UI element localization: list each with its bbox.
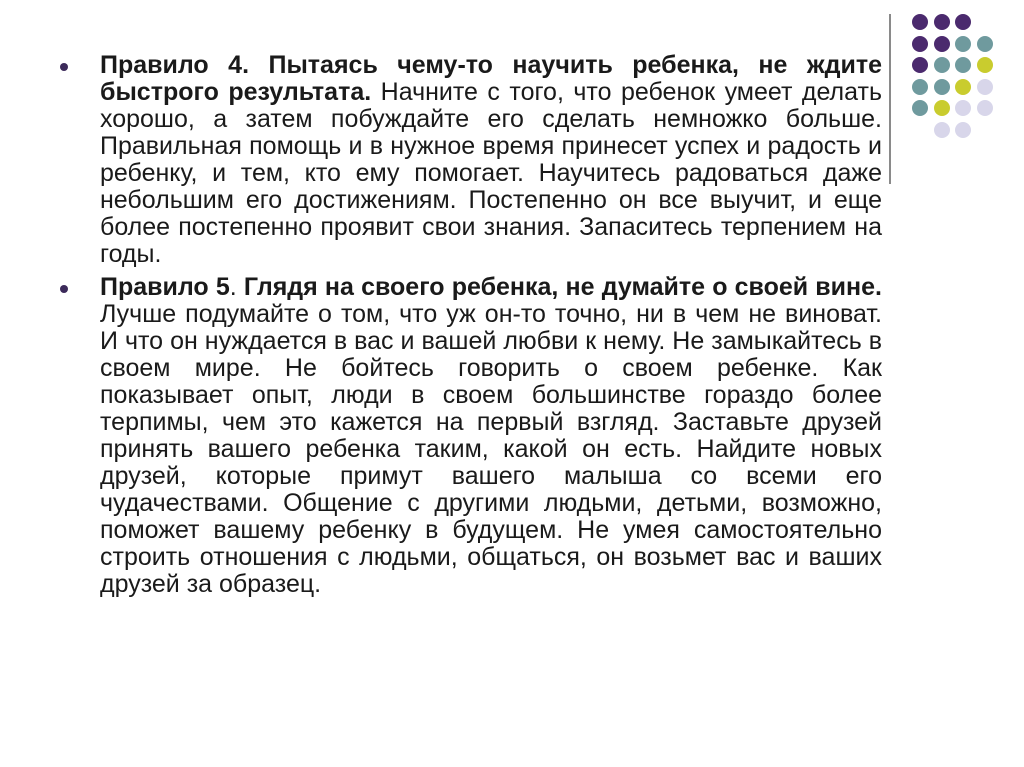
rule-4-item [60,52,882,268]
decorative-dot [912,100,928,116]
rule-5-title: Глядя на своего ребенка, не думайте о своей вине. [236,273,882,301]
rule-4-text [100,52,882,268]
decorative-dot [977,57,993,73]
decorative-dot [955,100,971,116]
rule-5-body: Лучше подумайте о том, что уж он-то точно, ни в чем не виноват. И что он нуждается в вас и вашей любви к нему. Не замыкайтесь в своем мире. Не бойтесь говорить о своем ребенке. Как показывает опыт, люди в своем большинстве гораздо более терпимы, чем это кажется на первый взгляд. Заставьте друзей принять вашего ребенка таким, какой он есть. Найдите новых друзей, которые примут вашего малыша со всеми его чудачествами. Общение с другими людьми, детьми, возможно, поможет вашему ребенку в будущем. Не умея самостоятельно строить отношения с людьми, общаться, он возьмет вас и ваших друзей за образец. [100,300,882,598]
decorative-dot [955,79,971,95]
decorative-dot [934,57,950,73]
decorative-dot [912,57,928,73]
decorative-dot [955,14,971,30]
decorative-dot [977,36,993,52]
decorative-dot [912,79,928,95]
rule-5-title-prefix: Правило 5 [100,273,230,301]
rule-5-title-dot: . [229,273,237,301]
decorative-dot [934,14,950,30]
decorative-dot [955,57,971,73]
decorative-dot [912,36,928,52]
rule-4-body: Начните с того, что ребенок умеет делать хорошо, а затем побуждайте его сделать немножко больше. Правильная помощь и в нужное время принесет успех и радость и ребенку, и тем, кто ему помогает. Научитесь радоваться даже небольшим его достижениям. Постепенно он все выучит, и еще более постепенно проявит свои знания. Запаситесь терпением на годы. [100,78,882,268]
decorative-dot [977,100,993,116]
decorative-dot [934,79,950,95]
vertical-divider [889,14,891,184]
bullet-icon [60,63,68,71]
decorative-dot [977,79,993,95]
decorative-dot [955,36,971,52]
rules-list [60,52,882,604]
decorative-dot [934,122,950,138]
decorative-dot [934,36,950,52]
decorative-dot [912,14,928,30]
rule-5-item [60,274,882,598]
decorative-dot [934,100,950,116]
rule-5-text [100,274,882,598]
bullet-icon [60,285,68,293]
rule-4-title: Правило 4. Пытаясь чему-то научить ребенка, не ждите быстрого результата. [100,51,882,106]
decorative-dot [955,122,971,138]
